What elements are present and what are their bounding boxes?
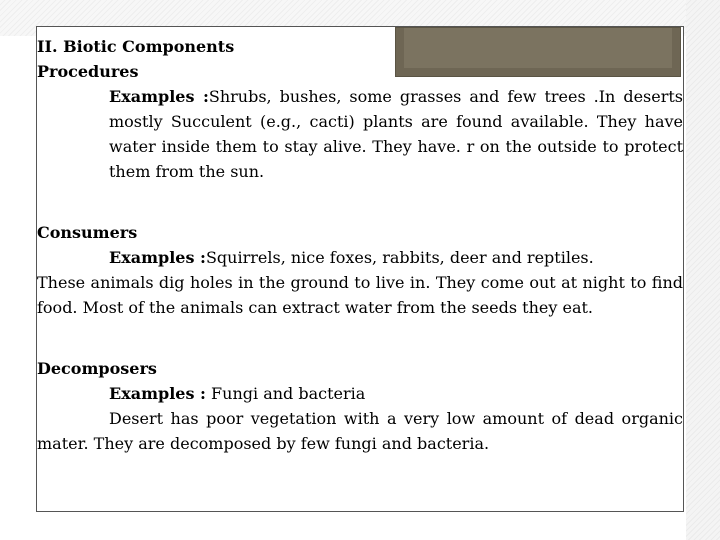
- producers-examples-text: Shrubs, bushes, some grasses and few trees .In deserts mostly Succulent (e.g., cacti) plants are found available. They have water inside them to stay alive. They have. r on the outside to protect them from the sun.: [109, 87, 684, 181]
- spacer: [37, 320, 683, 356]
- decomposers-examples-label: Examples :: [109, 384, 206, 403]
- producers-examples-label: Examples :: [109, 87, 209, 106]
- decorative-right-strip: [686, 0, 720, 540]
- decomposers-heading: Decomposers: [37, 359, 157, 378]
- producers-paragraph: [37, 84, 683, 184]
- decomposers-examples-line: [37, 381, 683, 406]
- consumers-heading: Consumers: [37, 223, 138, 242]
- consumers-examples-text: Squirrels, nice foxes, rabbits, deer and reptiles.: [205, 248, 594, 267]
- spacer: [37, 184, 683, 220]
- consumers-description: These animals dig holes in the ground to live in. They come out at night to find food. Most of the animals can extract water from the seeds they eat.: [37, 273, 683, 317]
- slide-content: [37, 34, 683, 456]
- consumers-examples-label: Examples :: [109, 248, 206, 267]
- decomposers-examples-text: Fungi and bacteria: [205, 384, 366, 403]
- decomposers-description: Desert has poor vegetation with a very low amount of dead organic mater. They are decomposed by few fungi and bacteria.: [37, 409, 683, 453]
- section-title: II. Biotic Components: [37, 37, 235, 56]
- producers-heading: Procedures: [37, 62, 139, 81]
- consumers-examples-line: [37, 245, 683, 270]
